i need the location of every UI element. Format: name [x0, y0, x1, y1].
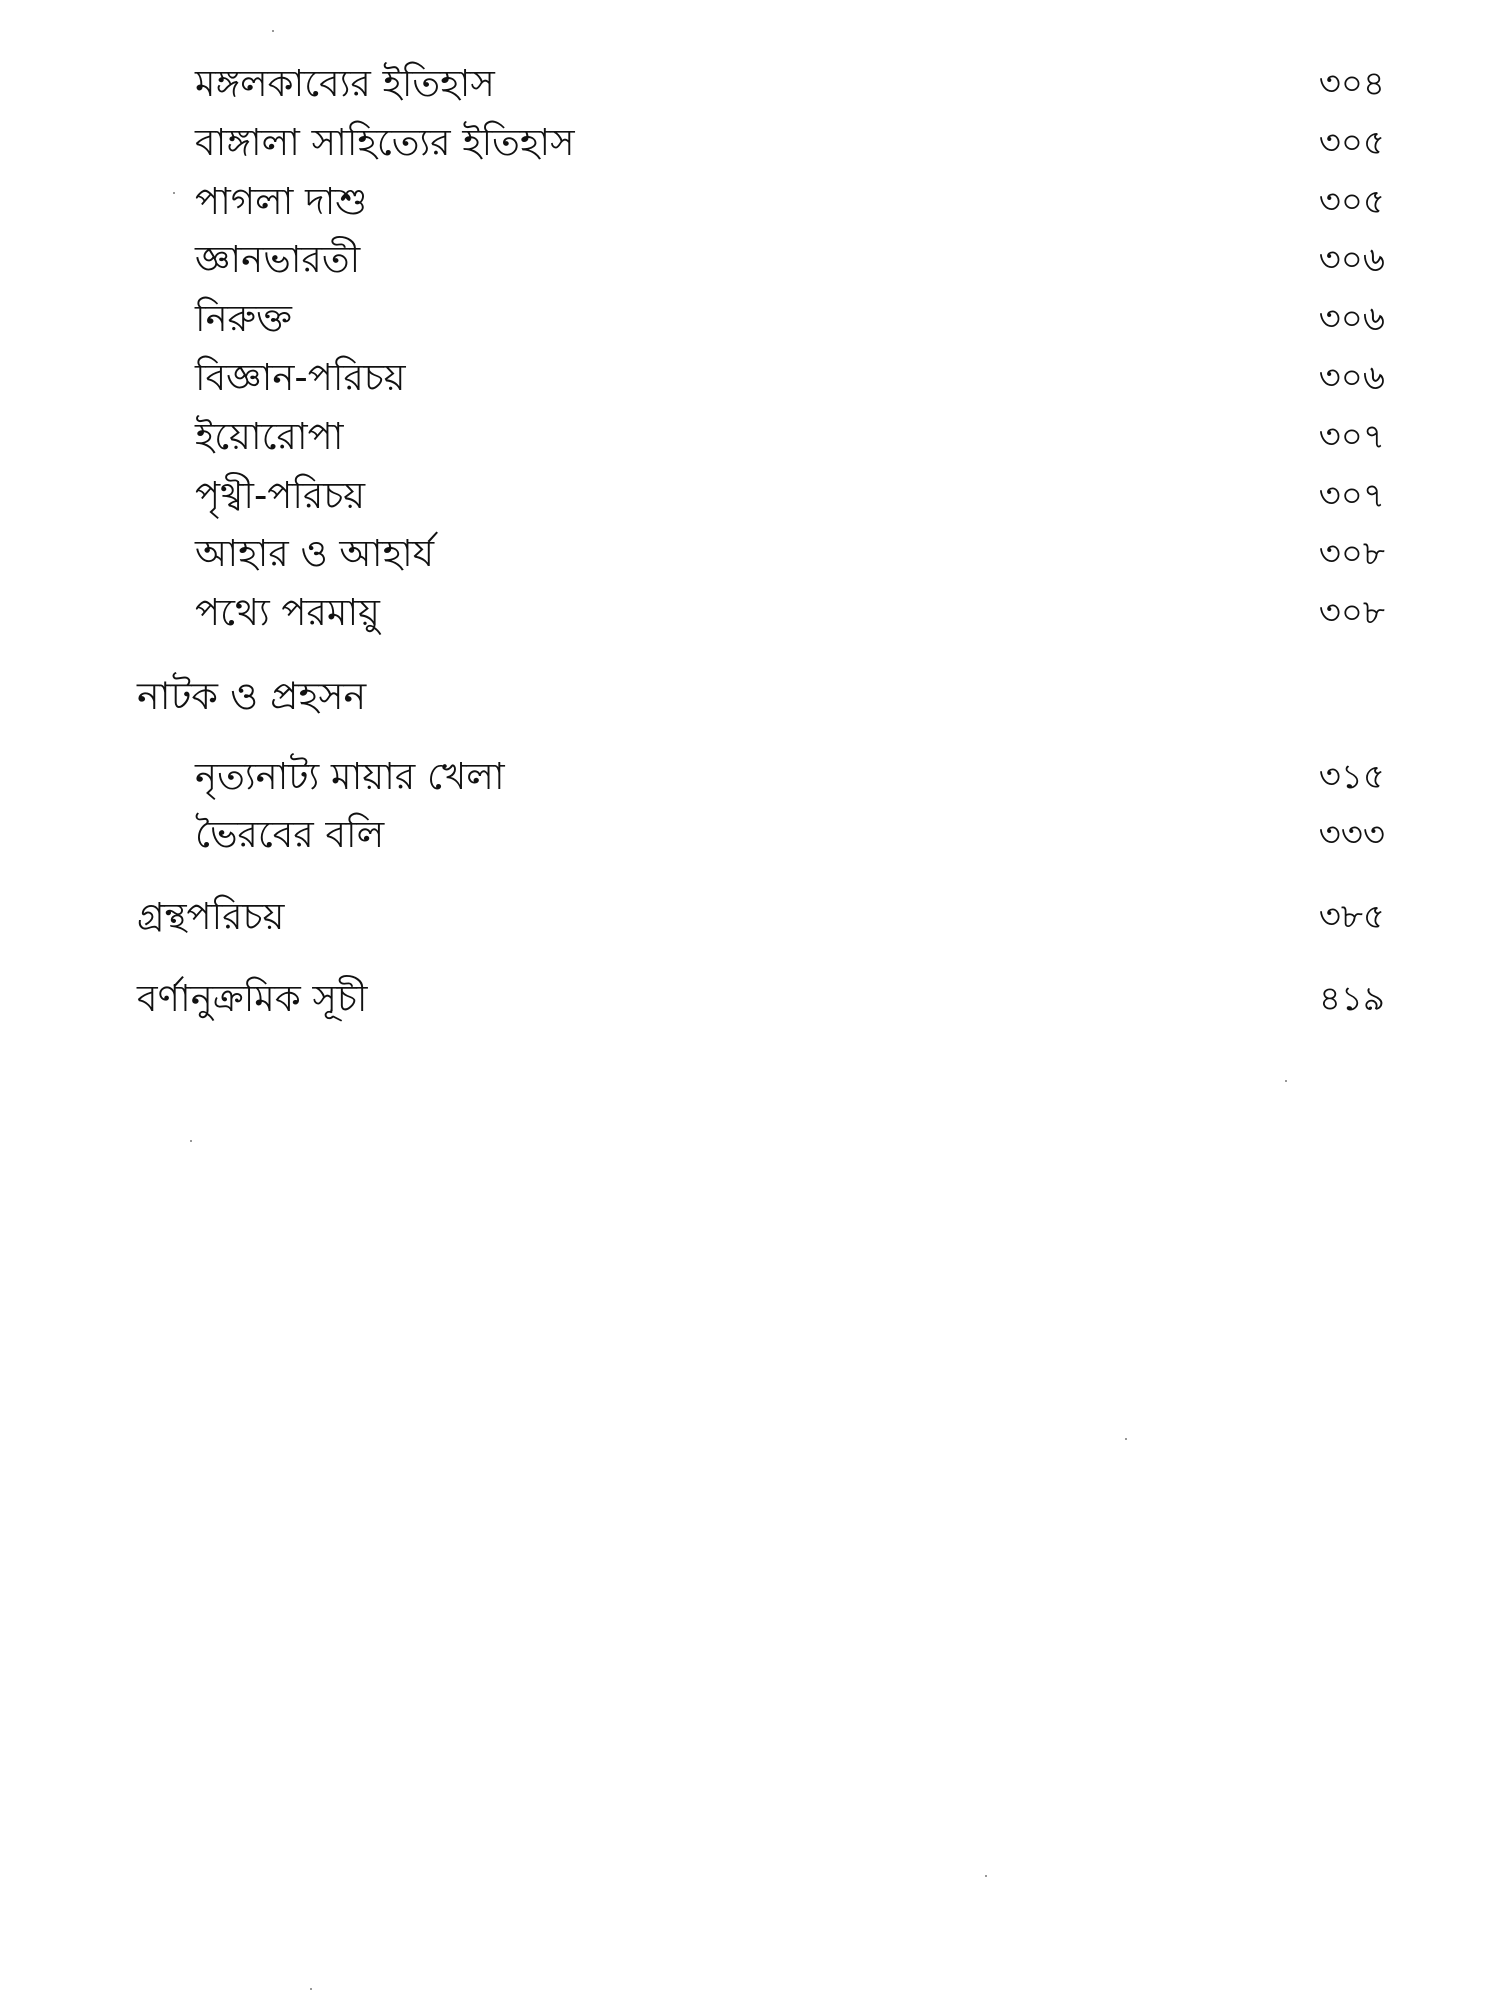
scan-speck	[985, 1875, 987, 1877]
entry-title: বিজ্ঞান-পরিচয়	[195, 356, 406, 399]
entry-page-number: ৩০৬	[1318, 240, 1385, 280]
entry-page-number: ৩০৮	[1318, 593, 1385, 633]
entry-page-number: ৩০৫	[1318, 182, 1385, 222]
entry-page-number: ৩০৫	[1318, 123, 1385, 163]
toc-entry	[0, 114, 1500, 172]
entry-title: পথ্যে পরমায়ু	[195, 591, 380, 634]
entry-title: পৃথ্বী-পরিচয়	[195, 474, 366, 517]
entry-title: বাঙ্গালা সাহিত্যের ইতিহাস	[195, 121, 575, 164]
toc-entry	[0, 806, 1500, 864]
entry-title: জ্ঞানভারতী	[195, 238, 361, 281]
entry-page-number: ৩০৭	[1318, 476, 1385, 516]
toc-entry	[0, 408, 1500, 466]
entry-page-number: ৩০৮	[1318, 534, 1385, 574]
toc-entry	[0, 748, 1500, 806]
entry-page-number: ৪১৯	[1318, 979, 1385, 1019]
entry-page-number: ৩১৫	[1318, 757, 1385, 797]
entry-title: ভৈরবের বলি	[195, 813, 385, 856]
section-heading-row	[0, 667, 1500, 725]
toc-entry	[0, 584, 1500, 642]
scan-speck	[173, 192, 175, 194]
entry-page-number: ৩৩৩	[1318, 815, 1385, 855]
toc-main-entry	[0, 888, 1500, 946]
entry-page-number: ৩০৬	[1318, 299, 1385, 339]
toc-entry	[0, 173, 1500, 231]
entry-page-number: ৩০৭	[1318, 417, 1385, 457]
toc-main-entry	[0, 970, 1500, 1028]
entry-page-number: ৩৮৫	[1318, 897, 1385, 937]
entry-title: আহার ও আহার্য	[195, 532, 435, 575]
scan-speck	[272, 30, 274, 32]
toc-entry	[0, 290, 1500, 348]
toc-entry	[0, 349, 1500, 407]
scan-speck	[190, 1140, 192, 1142]
section-heading: নাটক ও প্রহসন	[137, 674, 367, 718]
entry-title: পাগলা দাশু	[195, 180, 368, 223]
entry-title: নৃত্যনাট্য মায়ার খেলা	[195, 755, 505, 798]
toc-entry	[0, 55, 1500, 113]
scan-speck	[310, 1988, 312, 1990]
entry-title: গ্রন্থপরিচয়	[137, 895, 285, 938]
toc-entry	[0, 525, 1500, 583]
scan-speck	[1285, 1080, 1287, 1082]
entry-title: নিরুক্ত	[195, 297, 292, 340]
entry-title: মঙ্গলকাব্যের ইতিহাস	[195, 62, 495, 105]
toc-entry	[0, 231, 1500, 289]
entry-page-number: ৩০৪	[1318, 64, 1385, 104]
entry-title: বর্ণানুক্রমিক সূচী	[137, 977, 368, 1020]
entry-page-number: ৩০৬	[1318, 358, 1385, 398]
scan-speck	[1125, 1438, 1127, 1440]
entry-title: ইয়োরোপা	[195, 415, 344, 458]
toc-entry	[0, 467, 1500, 525]
